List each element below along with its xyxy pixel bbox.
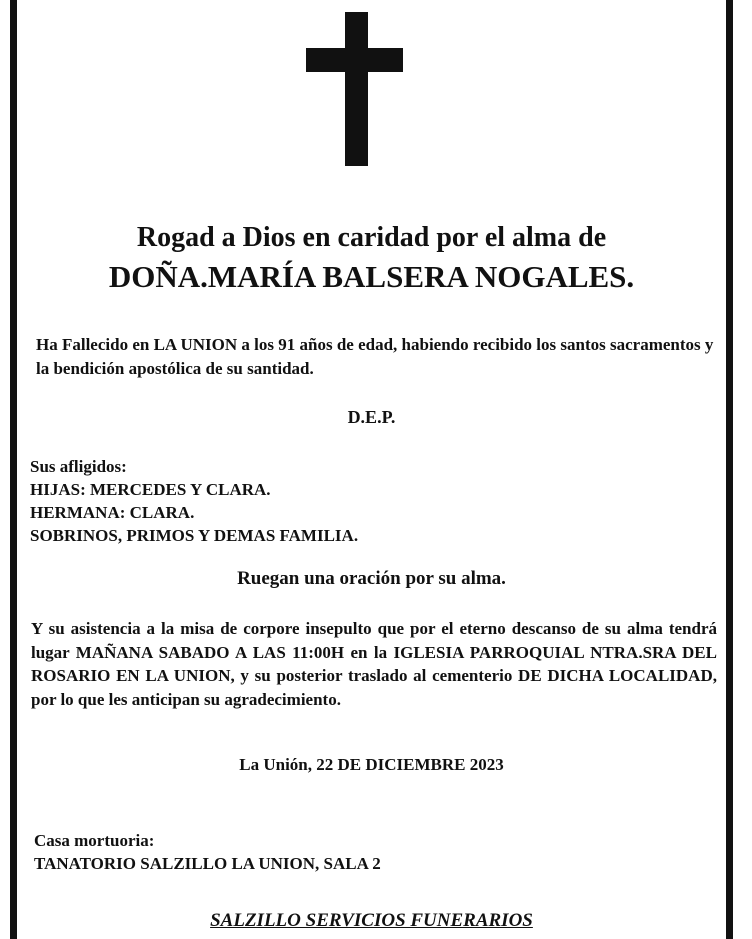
cross-vertical-bar	[345, 12, 368, 166]
prayer-request: Ruegan una oración por su alma.	[237, 568, 506, 589]
funeral-mass-text: Y su asistencia a la misa de corpore insepulto que por el eterno descanso de su alma tendrá lugar MAÑANA SABADO A LAS 11:00H en la IGLESIA PARROQUIAL NTRA.SRA DEL ROSARIO EN LA UNION, y su posterior traslado al cementerio DE DICHA LOCALIDAD, por lo que les anticipan su agradecimiento.	[31, 619, 717, 709]
left-border-line	[10, 0, 17, 939]
funeral-company-name: SALZILLO SERVICIOS FUNERARIOS	[210, 910, 533, 931]
mourner-line-sister: HERMANA: CLARA.	[30, 503, 195, 522]
cross-horizontal-bar	[306, 48, 403, 72]
death-announcement-text: Ha Fallecido en LA UNION a los 91 años de edad, habiendo recibido los santos sacramentos y la bendición apostólica de su santidad.	[36, 335, 714, 378]
deceased-name: DOÑA.MARÍA BALSERA NOGALES.	[108, 259, 635, 294]
heading-prayer-line: Rogad a Dios en caridad por el alma de	[136, 222, 607, 253]
funeral-home-name: TANATORIO SALZILLO LA UNION, SALA 2	[34, 854, 381, 873]
place-and-date: La Unión, 22 DE DICIEMBRE 2023	[239, 755, 504, 774]
mourners-label: Sus afligidos:	[30, 457, 127, 476]
mourner-line-daughters: HIJAS: MERCEDES Y CLARA.	[30, 480, 271, 499]
funeral-home-label: Casa mortuoria:	[34, 831, 155, 850]
mourner-line-family: SOBRINOS, PRIMOS Y DEMAS FAMILIA.	[30, 526, 359, 545]
dep-abbreviation: D.E.P.	[347, 407, 396, 427]
mourners-block	[30, 455, 358, 547]
right-border-line	[726, 0, 733, 939]
